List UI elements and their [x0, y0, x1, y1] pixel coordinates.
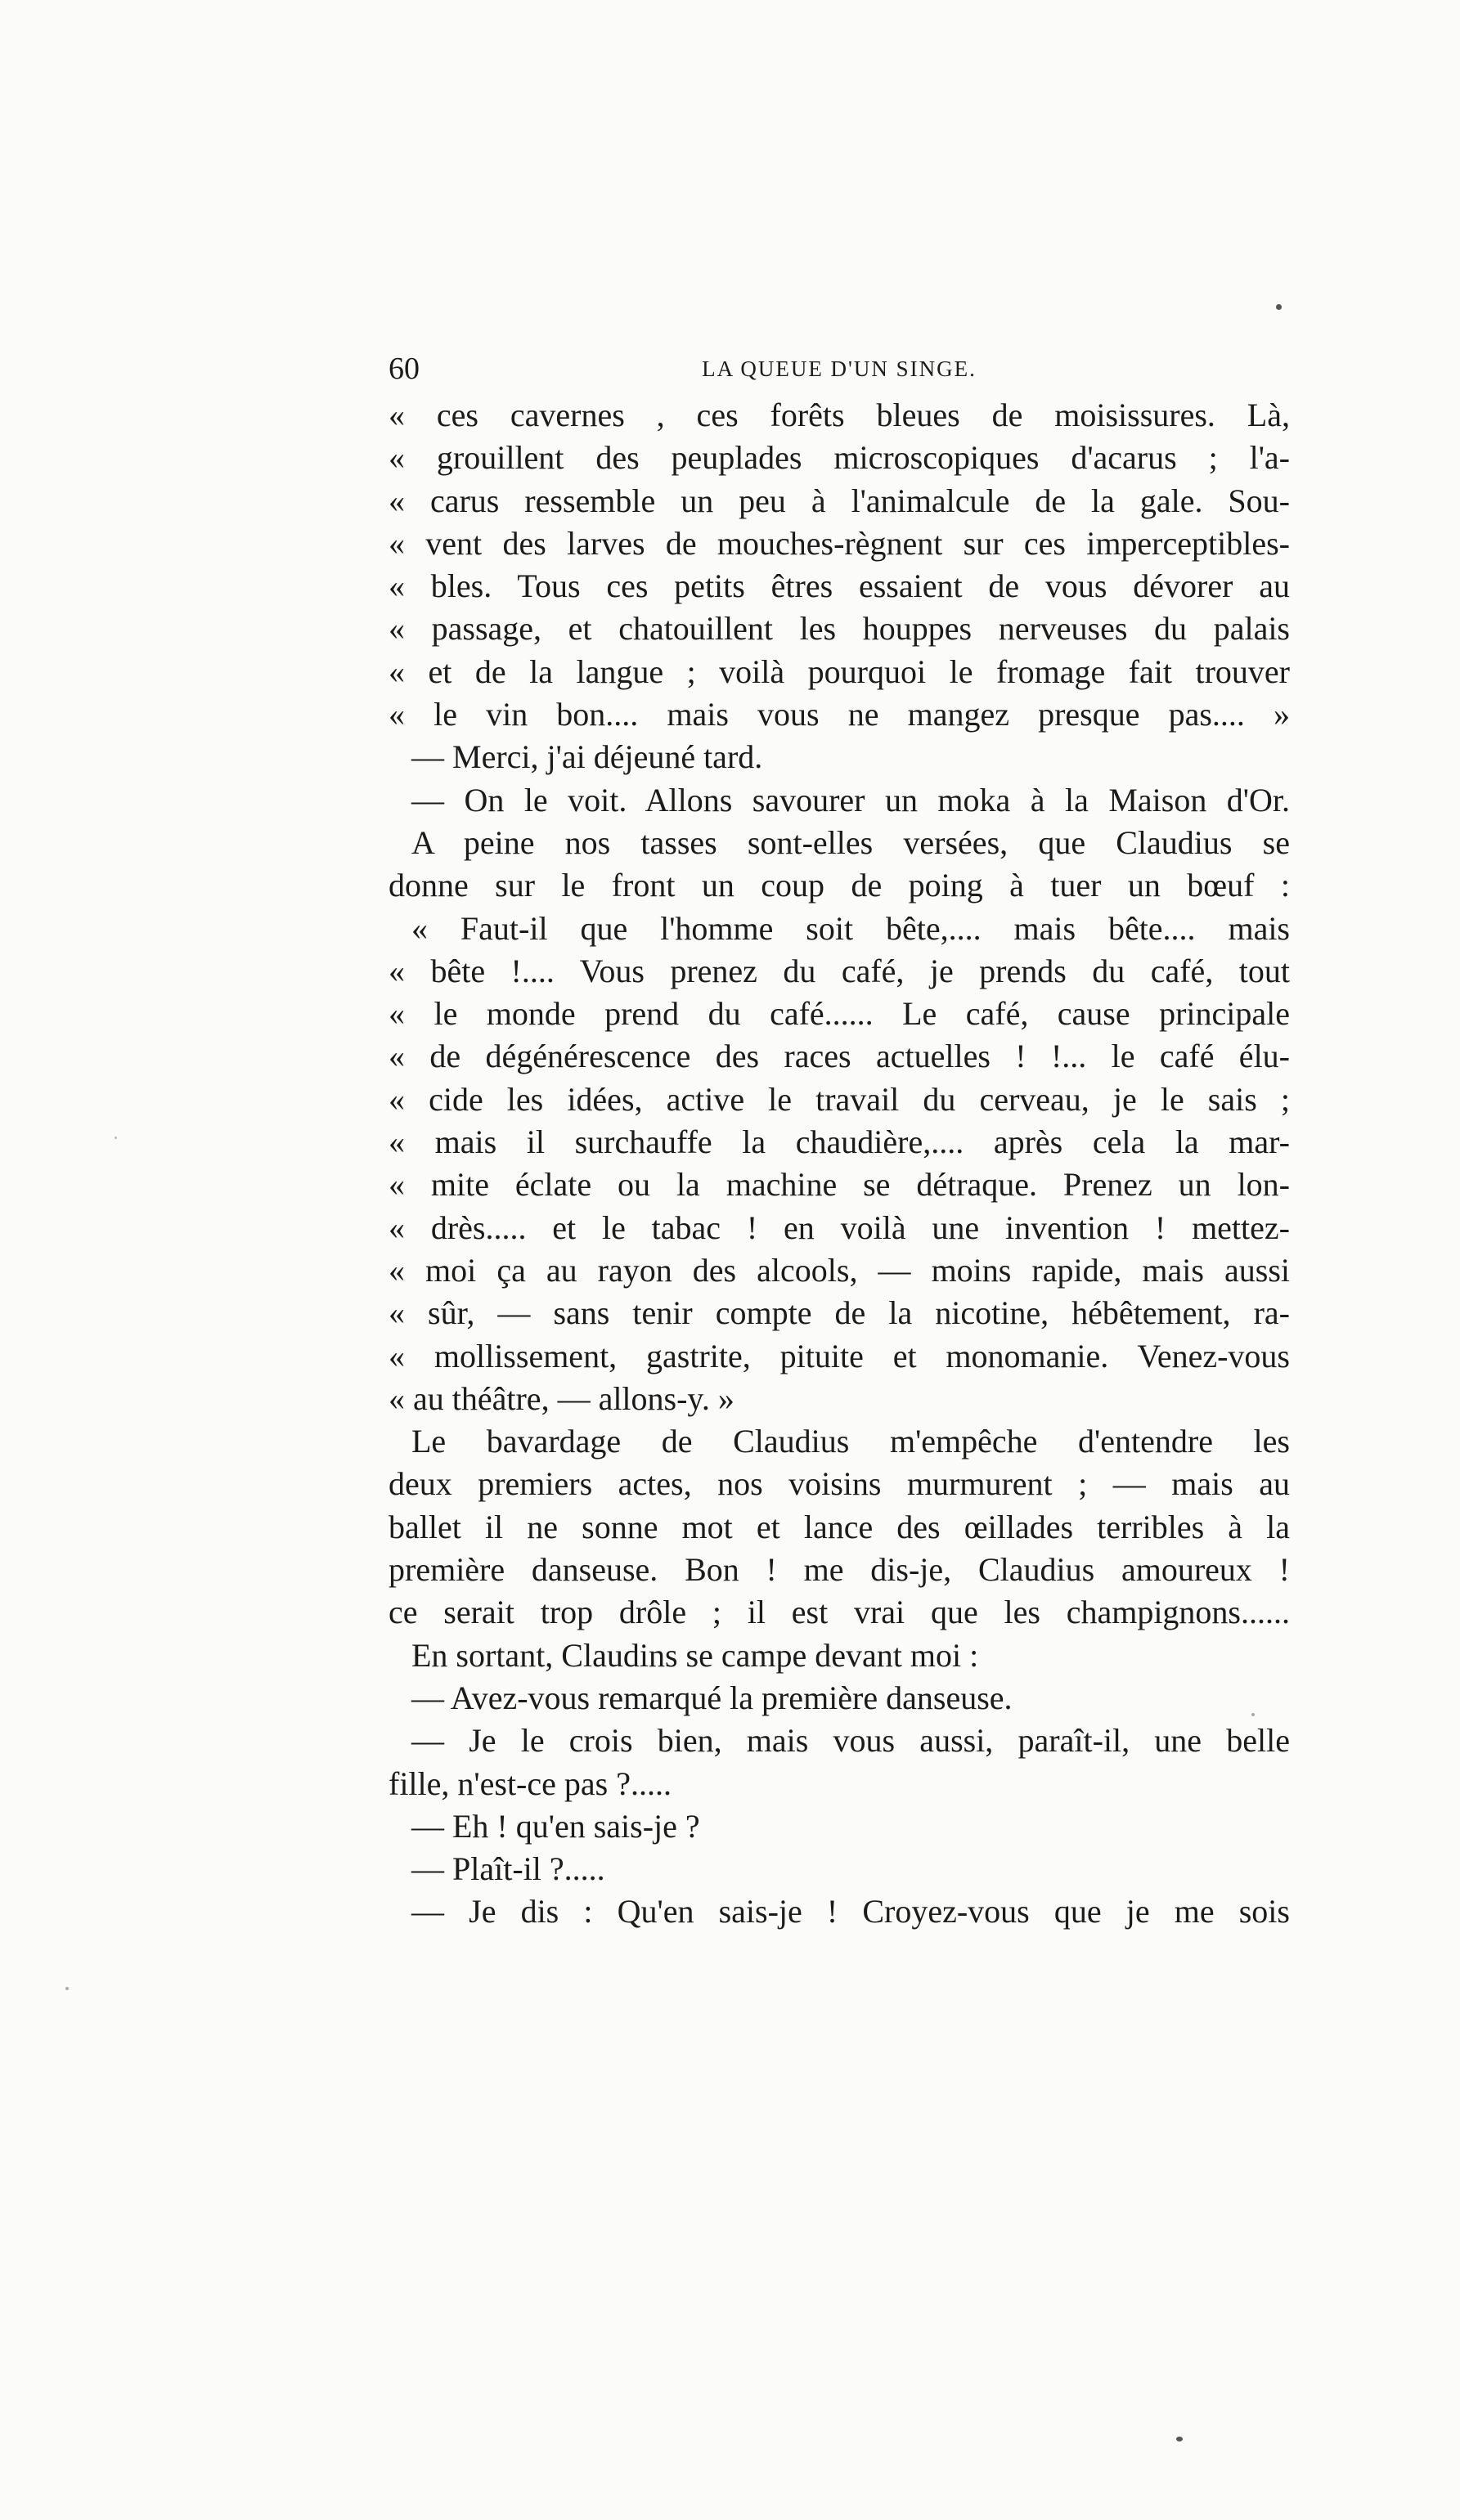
text-line: ballet il ne sonne mot et lance des œillades terribles à la	[389, 1508, 1290, 1545]
text-line: En sortant, Claudins se campe devant moi :	[411, 1636, 979, 1674]
text-line: « et de la langue ; voilà pourquoi le fromage fait trouver	[389, 652, 1290, 690]
text-line: — Plaît-il ?.....	[411, 1850, 605, 1888]
text-line: « passage, et chatouillent les houppes nerveuses du palais	[389, 610, 1290, 648]
book-page	[389, 343, 1290, 1934]
text-line: A peine nos tasses sont-elles versées, que Claudius se	[411, 823, 1290, 861]
text-line: « grouillent des peuplades microscopiques d'acarus ; l'a-	[389, 439, 1290, 477]
text-line: donne sur le front un coup de poing à tuer un bœuf :	[389, 867, 1290, 904]
text-line: « carus ressemble un peu à l'animalcule de la gale. Sou-	[389, 482, 1290, 519]
text-line: « de dégénérescence des races actuelles ! !... le café élu-	[389, 1038, 1290, 1075]
scan-speck	[1251, 1713, 1255, 1716]
scan-speck	[65, 1987, 69, 1990]
text-line: fille, n'est-ce pas ?.....	[389, 1764, 672, 1802]
text-line: « mais il surchauffe la chaudière,.... après cela la mar-	[389, 1123, 1290, 1161]
text-line: « le monde prend du café...... Le café, cause principale	[389, 995, 1290, 1033]
text-line: première danseuse. Bon ! me dis-je, Claudius amoureux !	[389, 1551, 1290, 1589]
text-line: — Merci, j'ai déjeuné tard.	[411, 738, 763, 776]
text-line: « mite éclate ou la machine se détraque. Prenez un lon-	[389, 1166, 1290, 1204]
text-line: « Faut-il que l'homme soit bête,.... mais bête.... mais	[411, 909, 1290, 947]
text-line: — On le voit. Allons savourer un moka à la Maison d'Or.	[411, 781, 1290, 818]
text-line: « bles. Tous ces petits êtres essaient de vous dévorer au	[389, 567, 1290, 605]
text-line: « cide les idées, active le travail du cerveau, je le sais ;	[389, 1080, 1290, 1118]
scan-speck	[115, 1137, 117, 1139]
text-line: « ces cavernes , ces forêts bleues de moisissures. Là,	[389, 397, 1290, 433]
running-title: LA QUEUE D'UN SINGE.	[702, 356, 977, 381]
text-line: — Je dis : Qu'en sais-je ! Croyez-vous que je me sois	[411, 1893, 1290, 1930]
text-line: — Eh ! qu'en sais-je ?	[411, 1807, 700, 1845]
page-number: 60	[389, 352, 420, 386]
text-line: « bête !.... Vous prenez du café, je prends du café, tout	[389, 952, 1290, 989]
text-line: « drès..... et le tabac ! en voilà une invention ! mettez-	[389, 1208, 1290, 1246]
text-line: « au théâtre, — allons-y. »	[389, 1379, 734, 1417]
text-line: ce serait trop drôle ; il est vrai que les champignons......	[389, 1594, 1290, 1631]
text-line: « mollissement, gastrite, pituite et monomanie. Venez-vous	[389, 1337, 1290, 1374]
scan-speck	[1276, 304, 1282, 310]
text-line: « sûr, — sans tenir compte de la nicotine, hébêtement, ra-	[389, 1294, 1290, 1332]
body-text	[389, 394, 1290, 1934]
page-header	[389, 343, 1290, 394]
text-line: deux premiers actes, nos voisins murmurent ; — mais au	[389, 1465, 1290, 1503]
text-line: — Je le crois bien, mais vous aussi, paraît-il, une belle	[411, 1722, 1290, 1760]
text-line: « le vin bon.... mais vous ne mangez presque pas.... »	[389, 696, 1290, 733]
text-line: Le bavardage de Claudius m'empêche d'entendre les	[411, 1423, 1290, 1460]
scan-speck	[1176, 2437, 1183, 2442]
text-line: « moi ça au rayon des alcools, — moins rapide, mais aussi	[389, 1251, 1290, 1289]
text-line: — Avez-vous remarqué la première danseuse.	[411, 1679, 1013, 1716]
text-line: « vent des larves de mouches-règnent sur ces imperceptibles-	[389, 524, 1290, 562]
